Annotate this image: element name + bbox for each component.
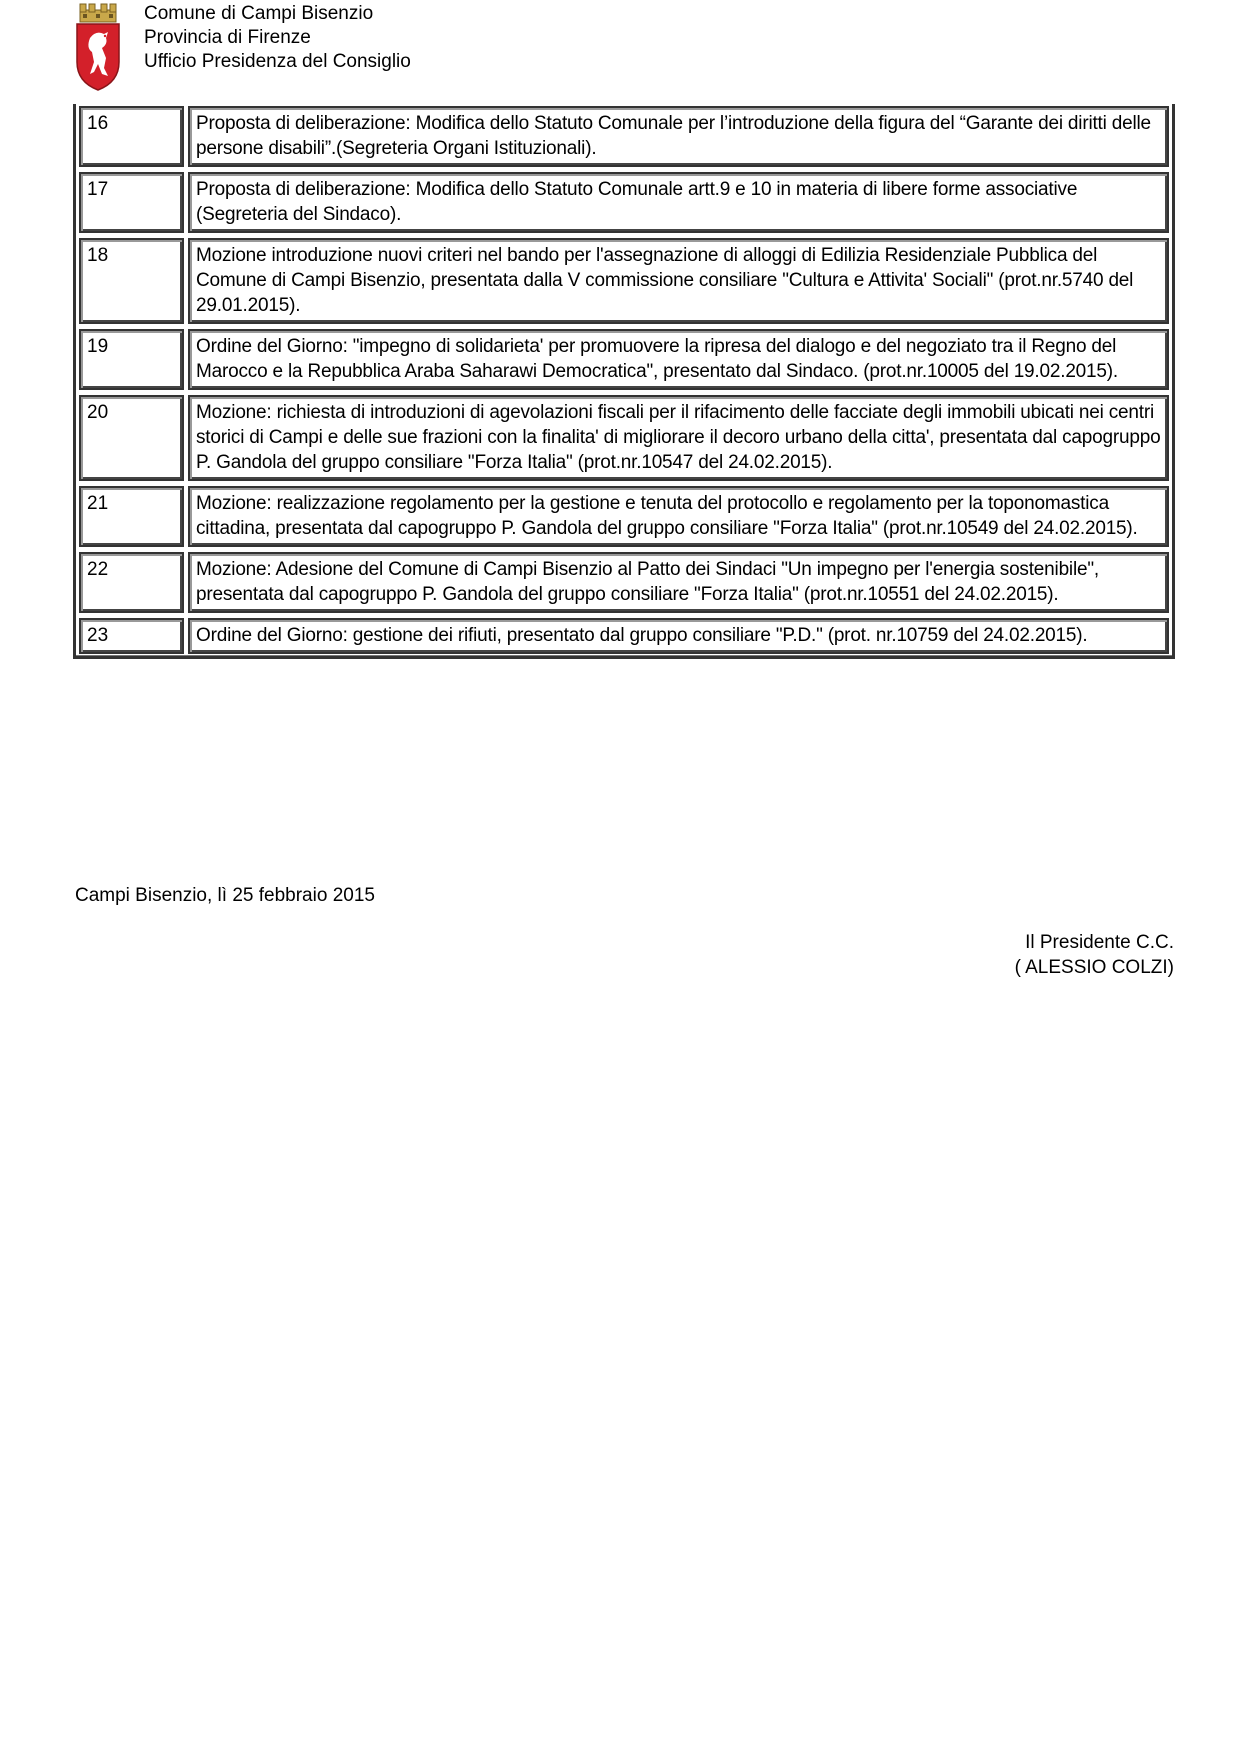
item-text: Mozione: richiesta di introduzioni di agevolazioni fiscali per il rifacimento delle facciate degli immobili ubicati nei centri storici di Campi e delle sue frazioni con la finalita' di migliorare il decoro urbano della citta', presentata dal capogruppo P. Gandola del gruppo consiliare "Forza Italia" (prot.nr.10547 del 24.02.2015). (188, 395, 1169, 481)
table-row (79, 618, 1169, 654)
item-text: Mozione introduzione nuovi criteri nel bando per l'assegnazione di alloggi di Edilizia Residenziale Pubblica del Comune di Campi Bisenzio, presentata dalla V commissione consiliare "Cultura e Attivita' Sociali" (prot.nr.5740 del 29.01.2015). (188, 238, 1169, 324)
province-name: Provincia di Firenze (144, 27, 311, 48)
item-number: 21 (79, 486, 184, 547)
table-row (79, 106, 1169, 167)
item-number: 16 (79, 106, 184, 167)
item-text: Proposta di deliberazione: Modifica dello Statuto Comunale per l’introduzione della figura del “Garante dei diritti delle persone disabili”.(Segreteria Organi Istituzionali). (188, 106, 1169, 167)
signature-title: Il Presidente C.C. (1025, 932, 1174, 953)
coat-of-arms-icon (74, 2, 122, 92)
item-text: Mozione: realizzazione regolamento per la gestione e tenuta del protocollo e regolamento per la toponomastica cittadina, presentata dal capogruppo P. Gandola del gruppo consiliare "Forza Italia" (prot.nr.10549 del 24.02.2015). (188, 486, 1169, 547)
table-row (79, 329, 1169, 390)
municipality-name: Comune di Campi Bisenzio (144, 3, 374, 24)
table-row (79, 486, 1169, 547)
item-number: 22 (79, 552, 184, 613)
signature-block (1015, 930, 1174, 980)
item-number: 18 (79, 238, 184, 324)
item-text: Ordine del Giorno: gestione dei rifiuti, presentato dal gruppo consiliare "P.D." (prot. nr.10759 del 24.02.2015). (188, 618, 1169, 654)
office-name: Ufficio Presidenza del Consiglio (144, 51, 411, 72)
item-number: 19 (79, 329, 184, 390)
item-text: Mozione: Adesione del Comune di Campi Bisenzio al Patto dei Sindaci "Un impegno per l'energia sostenibile", presentata dal capogruppo P. Gandola del gruppo consiliare "Forza Italia" (prot.nr.10551 del 24.02.2015). (188, 552, 1169, 613)
signature-name: ( ALESSIO COLZI) (1014, 957, 1174, 978)
item-number: 20 (79, 395, 184, 481)
item-text: Proposta di deliberazione: Modifica dello Statuto Comunale artt.9 e 10 in materia di libere forme associative (Segreteria del Sindaco). (188, 172, 1169, 233)
table-row (79, 238, 1169, 324)
item-number: 23 (79, 618, 184, 654)
table-row (79, 552, 1169, 613)
letterhead-text (144, 2, 564, 74)
item-number: 17 (79, 172, 184, 233)
item-text: Ordine del Giorno: "impegno di solidarieta' per promuovere la ripresa del dialogo e del negoziato tra il Regno del Marocco e la Repubblica Araba Saharawi Democratica", presentato dal Sindaco. (prot.nr.10005 del 19.02.2015). (188, 329, 1169, 390)
table-row (79, 395, 1169, 481)
place-and-date: Campi Bisenzio, lì 25 febbraio 2015 (75, 885, 375, 906)
agenda-table (73, 104, 1175, 659)
table-row (79, 172, 1169, 233)
